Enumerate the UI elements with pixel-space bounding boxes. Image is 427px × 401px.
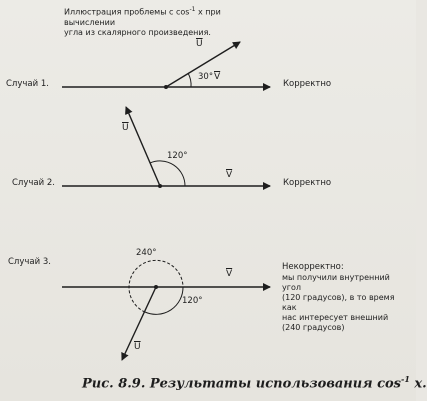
figure-caption: Рис. 8.9. Результаты использования $\cos^{-1} x$. bbox=[82, 374, 427, 392]
case2-angle-label: 120° bbox=[167, 151, 188, 161]
case2-v-label: $\overline{V}$ bbox=[226, 170, 233, 180]
case2-u-label: $\overline{U}$ bbox=[122, 123, 129, 133]
case3-label: Случай 3. bbox=[8, 257, 51, 267]
case1-verdict: Корректно bbox=[283, 79, 332, 89]
case1-v-label: $\overline{V}$ bbox=[214, 72, 221, 82]
case3-u-label: $\overline{U}$ bbox=[134, 342, 141, 352]
figure-title: Иллюстрация проблемы с $\cos^{-1} x$ при вычислении угла из скалярного произведения. bbox=[64, 6, 221, 37]
case3-outer-angle-label: 240° bbox=[136, 248, 157, 258]
case2-u-vector bbox=[126, 107, 160, 186]
case1-angle-label: 30° bbox=[198, 72, 214, 82]
case3-inner-arc bbox=[145, 287, 183, 314]
case3-verdict: Некорректно: bbox=[282, 262, 344, 272]
case1-u-label: $\overline{U}$ bbox=[196, 39, 203, 49]
case1-label: Случай 1. bbox=[6, 79, 49, 89]
case3-inner-angle-label: 120° bbox=[182, 296, 203, 306]
case3-note: мы получили внутренний угол (120 градусов), в то время как нас интересует внешний (240 градусов) bbox=[282, 273, 395, 332]
case2-verdict: Корректно bbox=[283, 178, 332, 188]
case2-label: Случай 2. bbox=[12, 178, 55, 188]
case3-v-label: $\overline{V}$ bbox=[226, 269, 233, 279]
case1-angle-arc bbox=[188, 73, 191, 87]
